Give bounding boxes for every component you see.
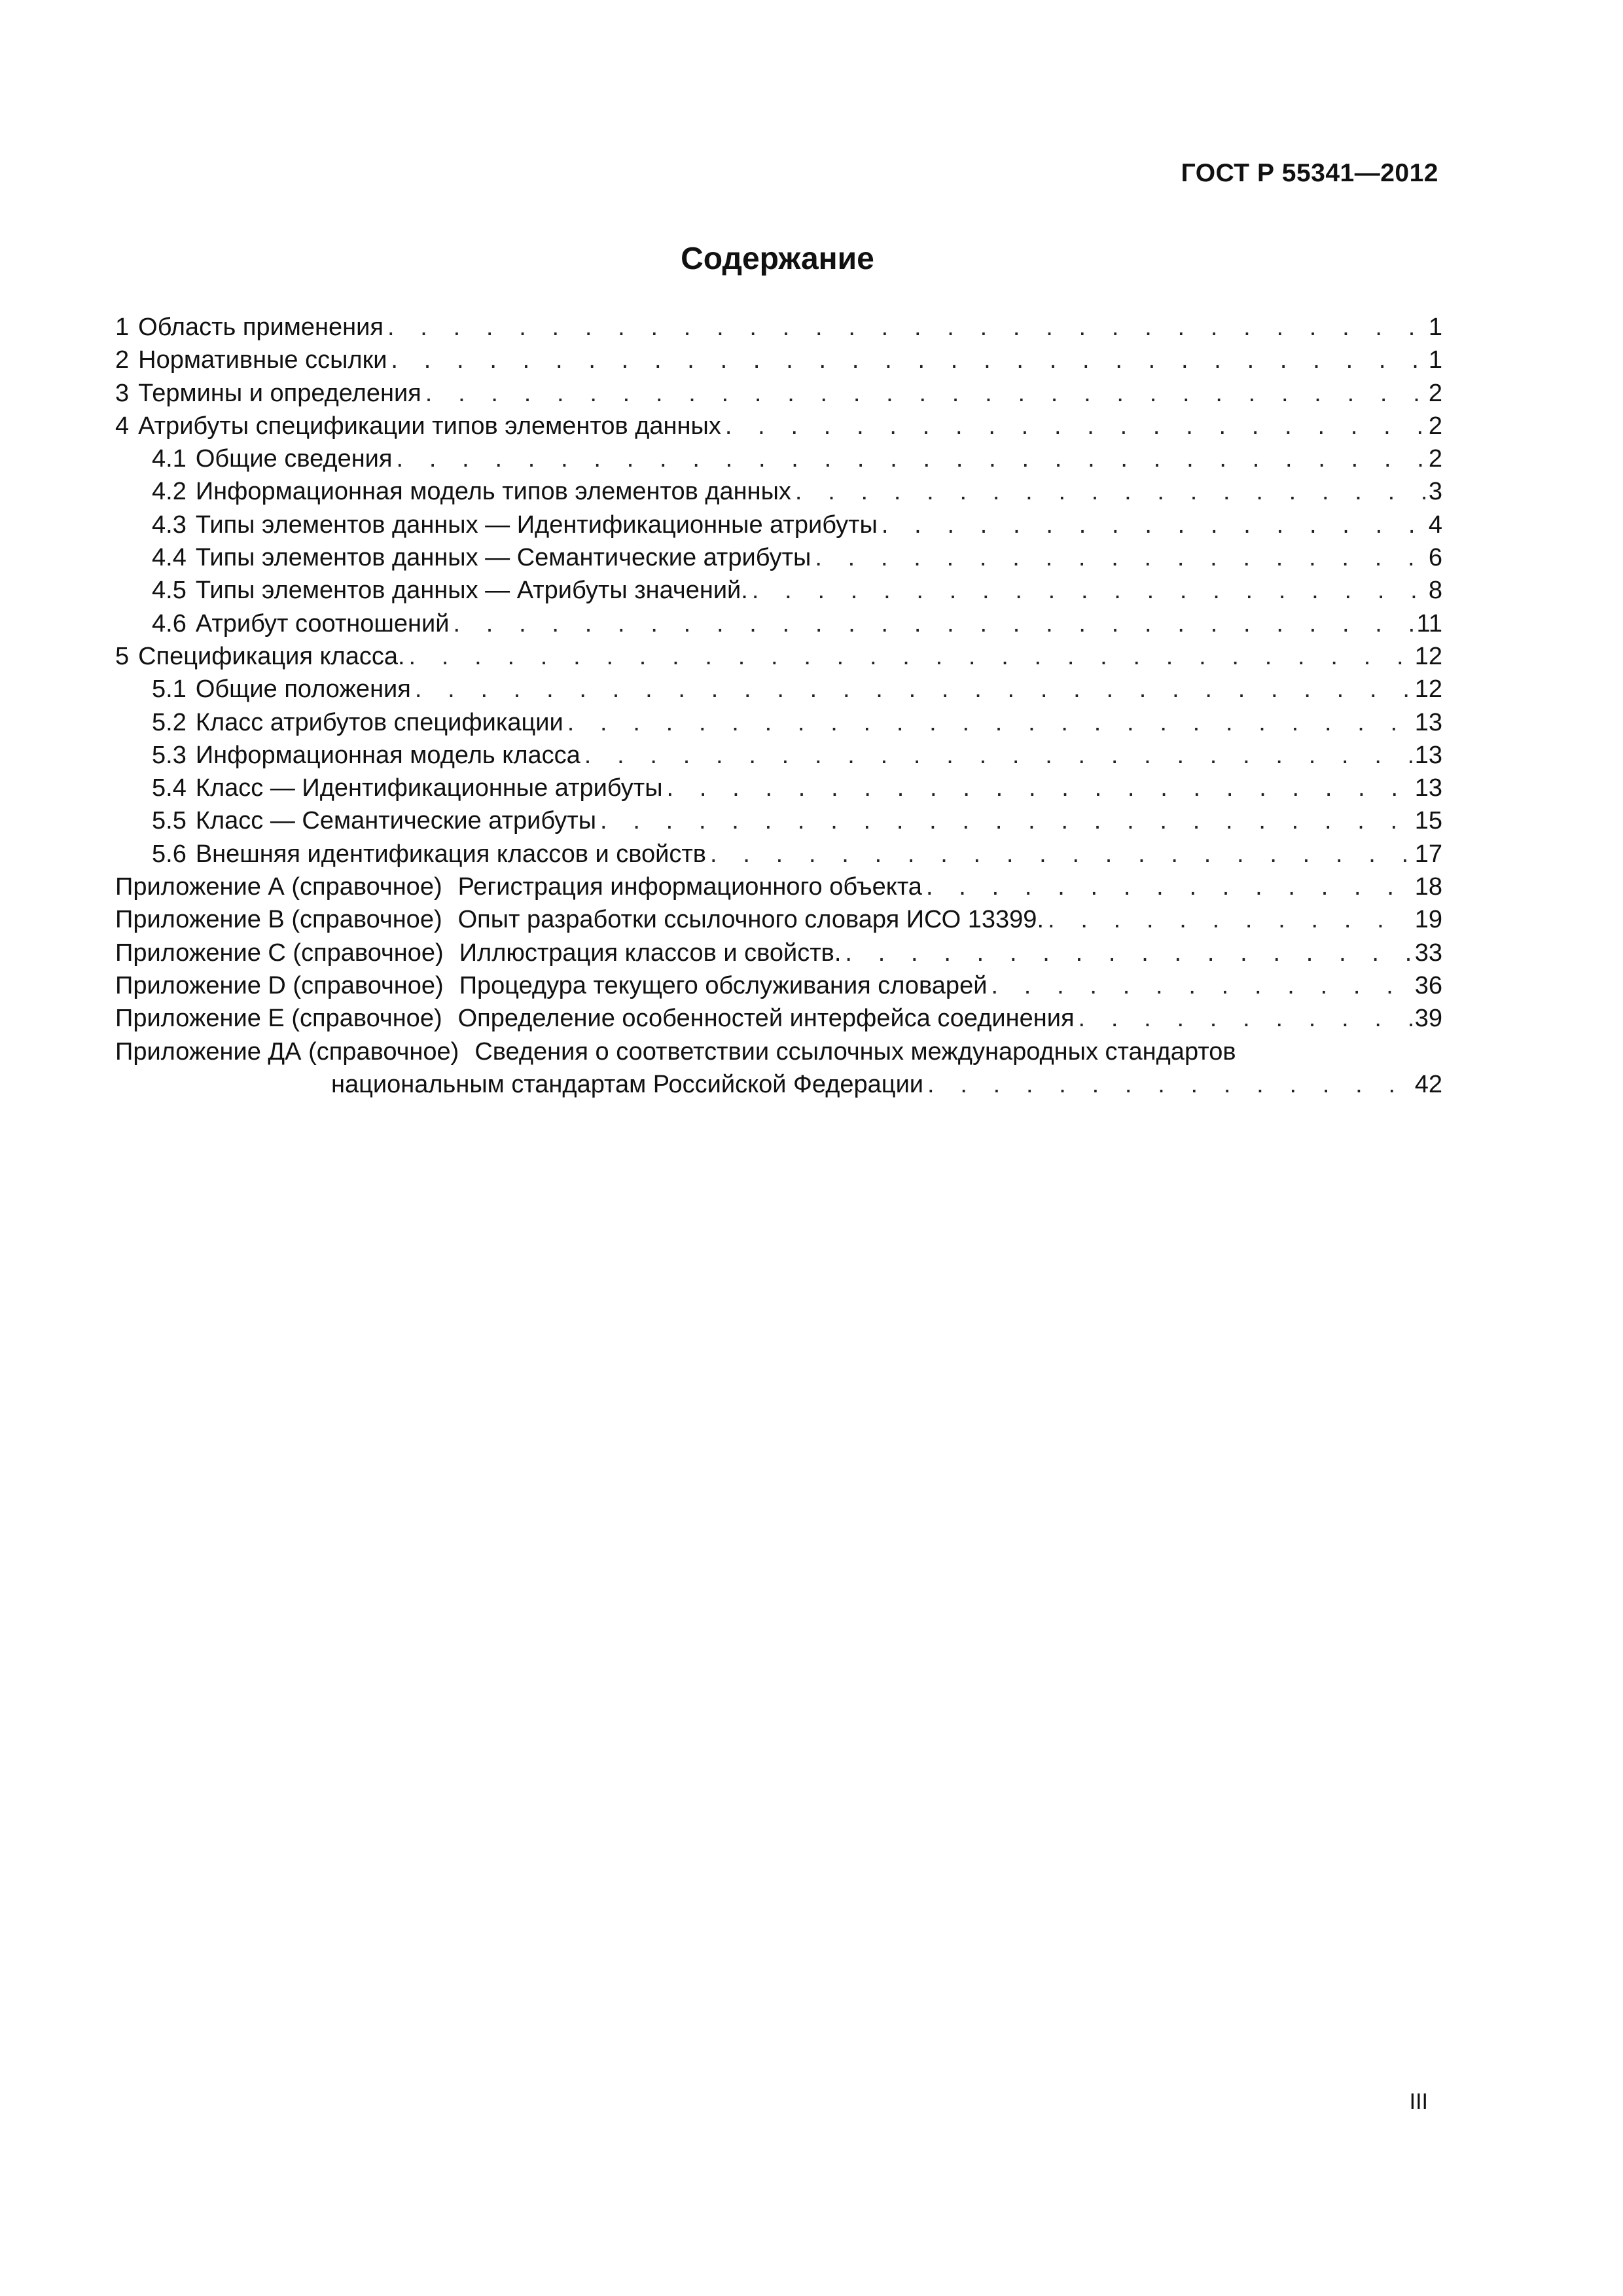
toc-entry-page: 15: [1414, 807, 1442, 835]
toc-entry[interactable]: [115, 673, 1442, 706]
toc-entry-number: 5.6: [152, 840, 187, 868]
toc-entry[interactable]: [115, 410, 1442, 442]
toc-entry[interactable]: [115, 574, 1442, 607]
toc-entry-page: 8: [1428, 577, 1442, 605]
toc-entry[interactable]: [115, 344, 1442, 376]
dot-leader: [1048, 903, 1412, 936]
dot-leader: [567, 706, 1412, 739]
toc-entry-page: 13: [1414, 741, 1442, 769]
annex-page: 18: [1414, 873, 1442, 901]
toc-entry-page: 4: [1428, 511, 1442, 539]
annex-title: Иллюстрация классов и свойств.: [459, 939, 842, 967]
annex-title: Регистрация информационного объекта: [457, 873, 922, 901]
dot-leader: [409, 640, 1412, 673]
annex-page: 33: [1414, 939, 1442, 967]
toc-entry-page: 12: [1414, 642, 1442, 670]
toc-entry[interactable]: [115, 640, 1442, 673]
toc-entry-number: 4.5: [152, 577, 187, 605]
annex-prefix: Приложение В (справочное): [115, 906, 442, 934]
annex-prefix: Приложение А (справочное): [115, 873, 442, 901]
dot-leader: [415, 673, 1412, 706]
annex-prefix: Приложение С (справочное): [115, 939, 444, 967]
toc-entry-title: Типы элементов данных — Атрибуты значений.: [195, 577, 748, 605]
dot-leader: [710, 838, 1412, 870]
toc-entry-number: 4.4: [152, 544, 187, 572]
toc-entry-title: Типы элементов данных — Семантические атрибуты: [195, 544, 812, 572]
dot-leader: [725, 410, 1426, 442]
toc-entry-page: 6: [1428, 544, 1442, 572]
toc-entry-page: 13: [1414, 708, 1442, 736]
toc-entry-title: Атрибут соотношений: [195, 609, 450, 637]
annex-title-line2: национальным стандартам Российской Федерации: [331, 1070, 924, 1098]
toc-annex-entry[interactable]: [115, 1002, 1442, 1035]
toc-entry-number: 5.3: [152, 741, 187, 769]
toc-entry-number: 4.3: [152, 511, 187, 539]
toc-entry[interactable]: [115, 442, 1442, 475]
dot-leader: [882, 509, 1426, 541]
toc-entry-title: Спецификация класса.: [138, 642, 405, 670]
toc-entry-page: 3: [1428, 478, 1442, 506]
toc-entry-number: 3: [115, 379, 130, 407]
toc-entry-title: Область применения: [138, 314, 383, 341]
toc-entry-title: Информационная модель класса: [195, 741, 580, 769]
table-of-contents: [115, 311, 1442, 1101]
toc-entry-page: 1: [1428, 314, 1442, 341]
toc-annex-entry[interactable]: [115, 870, 1442, 903]
toc-entry-number: 4.2: [152, 478, 187, 506]
toc-entry-title: Информационная модель типов элементов данных: [195, 478, 791, 506]
toc-entry-page: 12: [1414, 675, 1442, 704]
toc-entry[interactable]: [115, 475, 1442, 508]
annex-title: Процедура текущего обслуживания словарей: [459, 971, 988, 999]
toc-annex-entry[interactable]: [115, 937, 1442, 969]
toc-entry-title: Общие положения: [195, 675, 411, 704]
dot-leader: [391, 344, 1425, 376]
toc-annex-da-entry[interactable]: [115, 1035, 1442, 1102]
annex-prefix: Приложение ДА (справочное): [115, 1037, 459, 1066]
toc-entry-title: Класс — Семантические атрибуты: [195, 807, 597, 835]
toc-entry-number: 5.2: [152, 708, 187, 736]
toc-entry-number: 5.1: [152, 675, 187, 704]
toc-entry-title: Атрибуты спецификации типов элементов данных: [138, 412, 721, 440]
toc-entry-number: 4.1: [152, 445, 187, 473]
annex-da-line1: [115, 1035, 1442, 1068]
dot-leader: [752, 574, 1426, 607]
annex-page: 39: [1414, 1005, 1442, 1033]
toc-entry-page: 11: [1416, 609, 1442, 637]
toc-entry-number: 4: [115, 412, 130, 440]
annex-prefix: Приложение D (справочное): [115, 971, 444, 999]
toc-entry-page: 1: [1428, 346, 1442, 374]
annex-page: 36: [1414, 971, 1442, 999]
dot-leader: [584, 739, 1412, 772]
toc-entry[interactable]: [115, 804, 1442, 837]
toc-entry-number: 5.5: [152, 807, 187, 835]
toc-entry-title: Нормативные ссылки: [138, 346, 387, 374]
toc-entry[interactable]: [115, 739, 1442, 772]
toc-entry-page: 17: [1414, 840, 1442, 868]
toc-annex-entry[interactable]: [115, 903, 1442, 936]
dot-leader: [927, 1068, 1412, 1101]
toc-entry-title: Внешняя идентификация классов и свойств: [195, 840, 706, 868]
toc-entry[interactable]: [115, 377, 1442, 410]
annex-title-line1: Сведения о соответствии ссылочных международных стандартов: [474, 1037, 1236, 1066]
toc-entry-title: Класс атрибутов спецификации: [195, 708, 563, 736]
toc-annex-entry[interactable]: [115, 969, 1442, 1002]
toc-entry-page: 13: [1414, 774, 1442, 802]
annex-title: Опыт разработки ссылочного словаря ИСО 13399.: [457, 906, 1044, 934]
dot-leader: [397, 442, 1426, 475]
dot-leader: [1079, 1002, 1412, 1035]
page-number: III: [1409, 2089, 1428, 2114]
annex-page: 42: [1414, 1070, 1442, 1098]
dot-leader: [926, 870, 1412, 903]
annex-da-line2: [115, 1068, 1442, 1101]
toc-entry-title: Термины и определения: [138, 379, 421, 407]
toc-entry[interactable]: [115, 607, 1442, 640]
toc-entry-title: Класс — Идентификационные атрибуты: [195, 774, 663, 802]
annex-page: 19: [1414, 906, 1442, 934]
toc-entry[interactable]: [115, 541, 1442, 574]
toc-entry-number: 2: [115, 346, 130, 374]
dot-leader: [453, 607, 1414, 640]
toc-title: Содержание: [681, 242, 874, 276]
toc-entry[interactable]: [115, 838, 1442, 870]
toc-entry-title: Типы элементов данных — Идентификационные атрибуты: [195, 511, 878, 539]
toc-entry-page: 2: [1428, 445, 1442, 473]
toc-entry[interactable]: [115, 706, 1442, 739]
toc-entry[interactable]: [115, 311, 1442, 344]
dot-leader: [845, 937, 1412, 969]
dot-leader: [600, 804, 1412, 837]
toc-entry[interactable]: [115, 509, 1442, 541]
toc-entry-number: 4.6: [152, 609, 187, 637]
dot-leader: [991, 969, 1412, 1002]
toc-entry-number: 5.4: [152, 774, 187, 802]
toc-entry-title: Общие сведения: [195, 445, 393, 473]
toc-entry-number: 5: [115, 642, 130, 670]
toc-entry-page: 2: [1428, 412, 1442, 440]
toc-entry-number: 1: [115, 314, 130, 341]
dot-leader: [425, 377, 1426, 410]
annex-prefix: Приложение Е (справочное): [115, 1005, 442, 1033]
annex-title: Определение особенностей интерфейса соединения: [457, 1005, 1075, 1033]
dot-leader: [667, 772, 1412, 804]
dot-leader: [795, 475, 1426, 508]
document-code: ГОСТ Р 55341—2012: [1181, 159, 1438, 187]
dot-leader: [815, 541, 1426, 574]
dot-leader: [387, 311, 1426, 344]
toc-entry[interactable]: [115, 772, 1442, 804]
toc-entry-page: 2: [1428, 379, 1442, 407]
